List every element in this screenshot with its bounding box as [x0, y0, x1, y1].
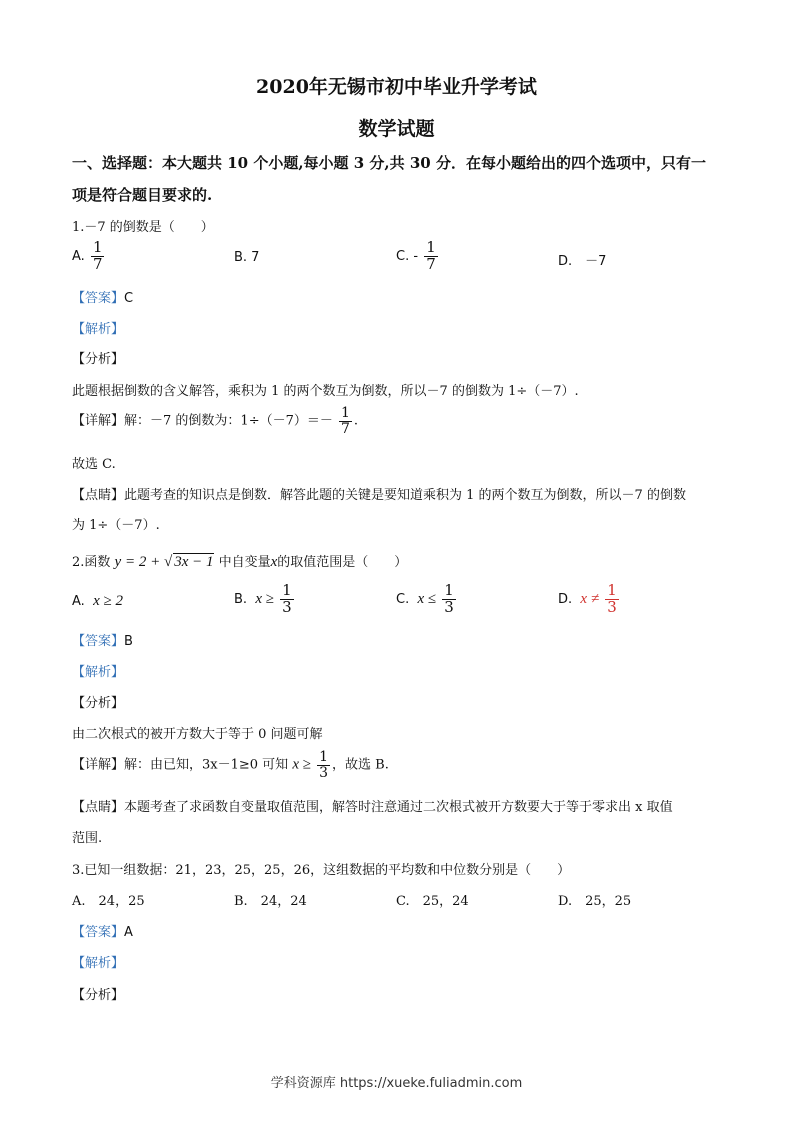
- answer-label: 【答案】: [72, 291, 125, 306]
- q2-fenxi-label: 【分析】: [72, 696, 125, 711]
- q3-answer-value: A: [124, 925, 133, 940]
- q1-option-a: A. $\frac{1}{7}$: [72, 238, 103, 273]
- q3-option-d: D. 25，25: [558, 894, 632, 909]
- q2-option-d-fraction: $\frac{1}{3}$: [607, 581, 617, 616]
- q2-option-c-fraction: $\frac{1}{3}$: [444, 581, 454, 616]
- q2-stem: 2.函数 y = 2 + √ 3x − 1 中自变量x的取值范围是（ ）: [72, 554, 408, 570]
- section-heading-line1: 一、选择题：本大题共 10 个小题,每小题 3 分,共 30 分．在每小题给出的四个选项中，只有一: [72, 154, 706, 172]
- page-title: 2020年无锡市初中毕业升学考试: [256, 76, 537, 98]
- q2-option-d: D. x ≠ $\frac{1}{3}$: [558, 581, 617, 616]
- q3-option-b: B. 24，24: [234, 894, 307, 909]
- q2-fenxi-text: 由二次根式的被开方数大于等于 0 问题可解: [72, 727, 323, 742]
- q2-option-c: C. x ≤ $\frac{1}{3}$: [396, 581, 454, 616]
- q2-analysis-label: 【解析】: [72, 665, 125, 680]
- q1-fenxi-text: 此题根据倒数的含义解答，乘积为 1 的两个数互为倒数，所以－7 的倒数为 1÷（－7）.: [72, 384, 579, 399]
- q2-comment-line1: 【点睛】本题考查了求函数自变量取值范围，解答时注意通过二次根式被开方数要大于等于零求出 x 取值: [72, 800, 673, 815]
- q1-option-c: C. - $\frac{1}{7}$: [396, 238, 436, 273]
- q3-answer-row: 【答案】A: [72, 925, 133, 940]
- q1-detail-fraction: $\frac{1}{7}$: [341, 405, 350, 437]
- q1-detail: 【详解】解：－7 的倒数为：1÷（－7）＝－ $\frac{1}{7}$ .: [72, 405, 359, 437]
- q1-answer-row: [72, 287, 133, 306]
- q1-stem: 1.－7 的倒数是（ ）: [72, 220, 214, 235]
- q3-fenxi-label: 【分析】: [72, 988, 125, 1003]
- q1-comment-line1: 【点睛】此题考查的知识点是倒数．解答此题的关键是要知道乘积为 1 的两个数互为倒数，所以－7 的倒数: [72, 488, 686, 503]
- section-heading-line2: 项是符合题目要求的.: [72, 186, 213, 204]
- q2-answer-row: 【答案】B: [72, 634, 133, 649]
- q1-answer-value: C: [124, 291, 134, 306]
- q3-option-a: A. 24，25: [72, 894, 145, 909]
- q2-comment-line2: 范围.: [72, 831, 103, 846]
- q2-option-b: B. x ≥ $\frac{1}{3}$: [234, 581, 292, 616]
- q1-option-c-fraction: $\frac{1}{7}$: [426, 238, 436, 273]
- q1-choose: 故选 C.: [72, 457, 116, 472]
- q3-option-c: C. 25，24: [396, 894, 469, 909]
- q2-option-a: A. x ≥ 2: [72, 593, 123, 609]
- q1-comment-line2: 为 1÷（－7）.: [72, 518, 160, 533]
- q2-detail: 【详解】解：由已知，3x－1≥0 可知 x ≥ $\frac{1}{3}$ ，故选 B.: [72, 749, 389, 781]
- q1-fenxi-label: 【分析】: [72, 352, 125, 367]
- q1-option-d: D. －7: [558, 254, 607, 269]
- q1-analysis-label: 【解析】: [72, 322, 125, 337]
- q2-option-b-fraction: $\frac{1}{3}$: [282, 581, 292, 616]
- q1-option-a-fraction: $\frac{1}{7}$: [92, 238, 103, 273]
- q1-option-b: B. 7: [234, 250, 260, 265]
- q2-function: y = 2 + √ 3x − 1: [114, 554, 214, 570]
- q3-stem: 3.已知一组数据：21，23，25，25，26，这组数据的平均数和中位数分别是（ ）: [72, 863, 571, 878]
- footer-source: 学科资源库 https://xueke.fuliadmin.com: [270, 1076, 523, 1091]
- q2-detail-fraction: $\frac{1}{3}$: [319, 749, 329, 781]
- q3-analysis-label: 【解析】: [72, 956, 125, 971]
- q2-answer-value: B: [124, 634, 133, 649]
- page-subtitle: 数学试题: [358, 118, 435, 140]
